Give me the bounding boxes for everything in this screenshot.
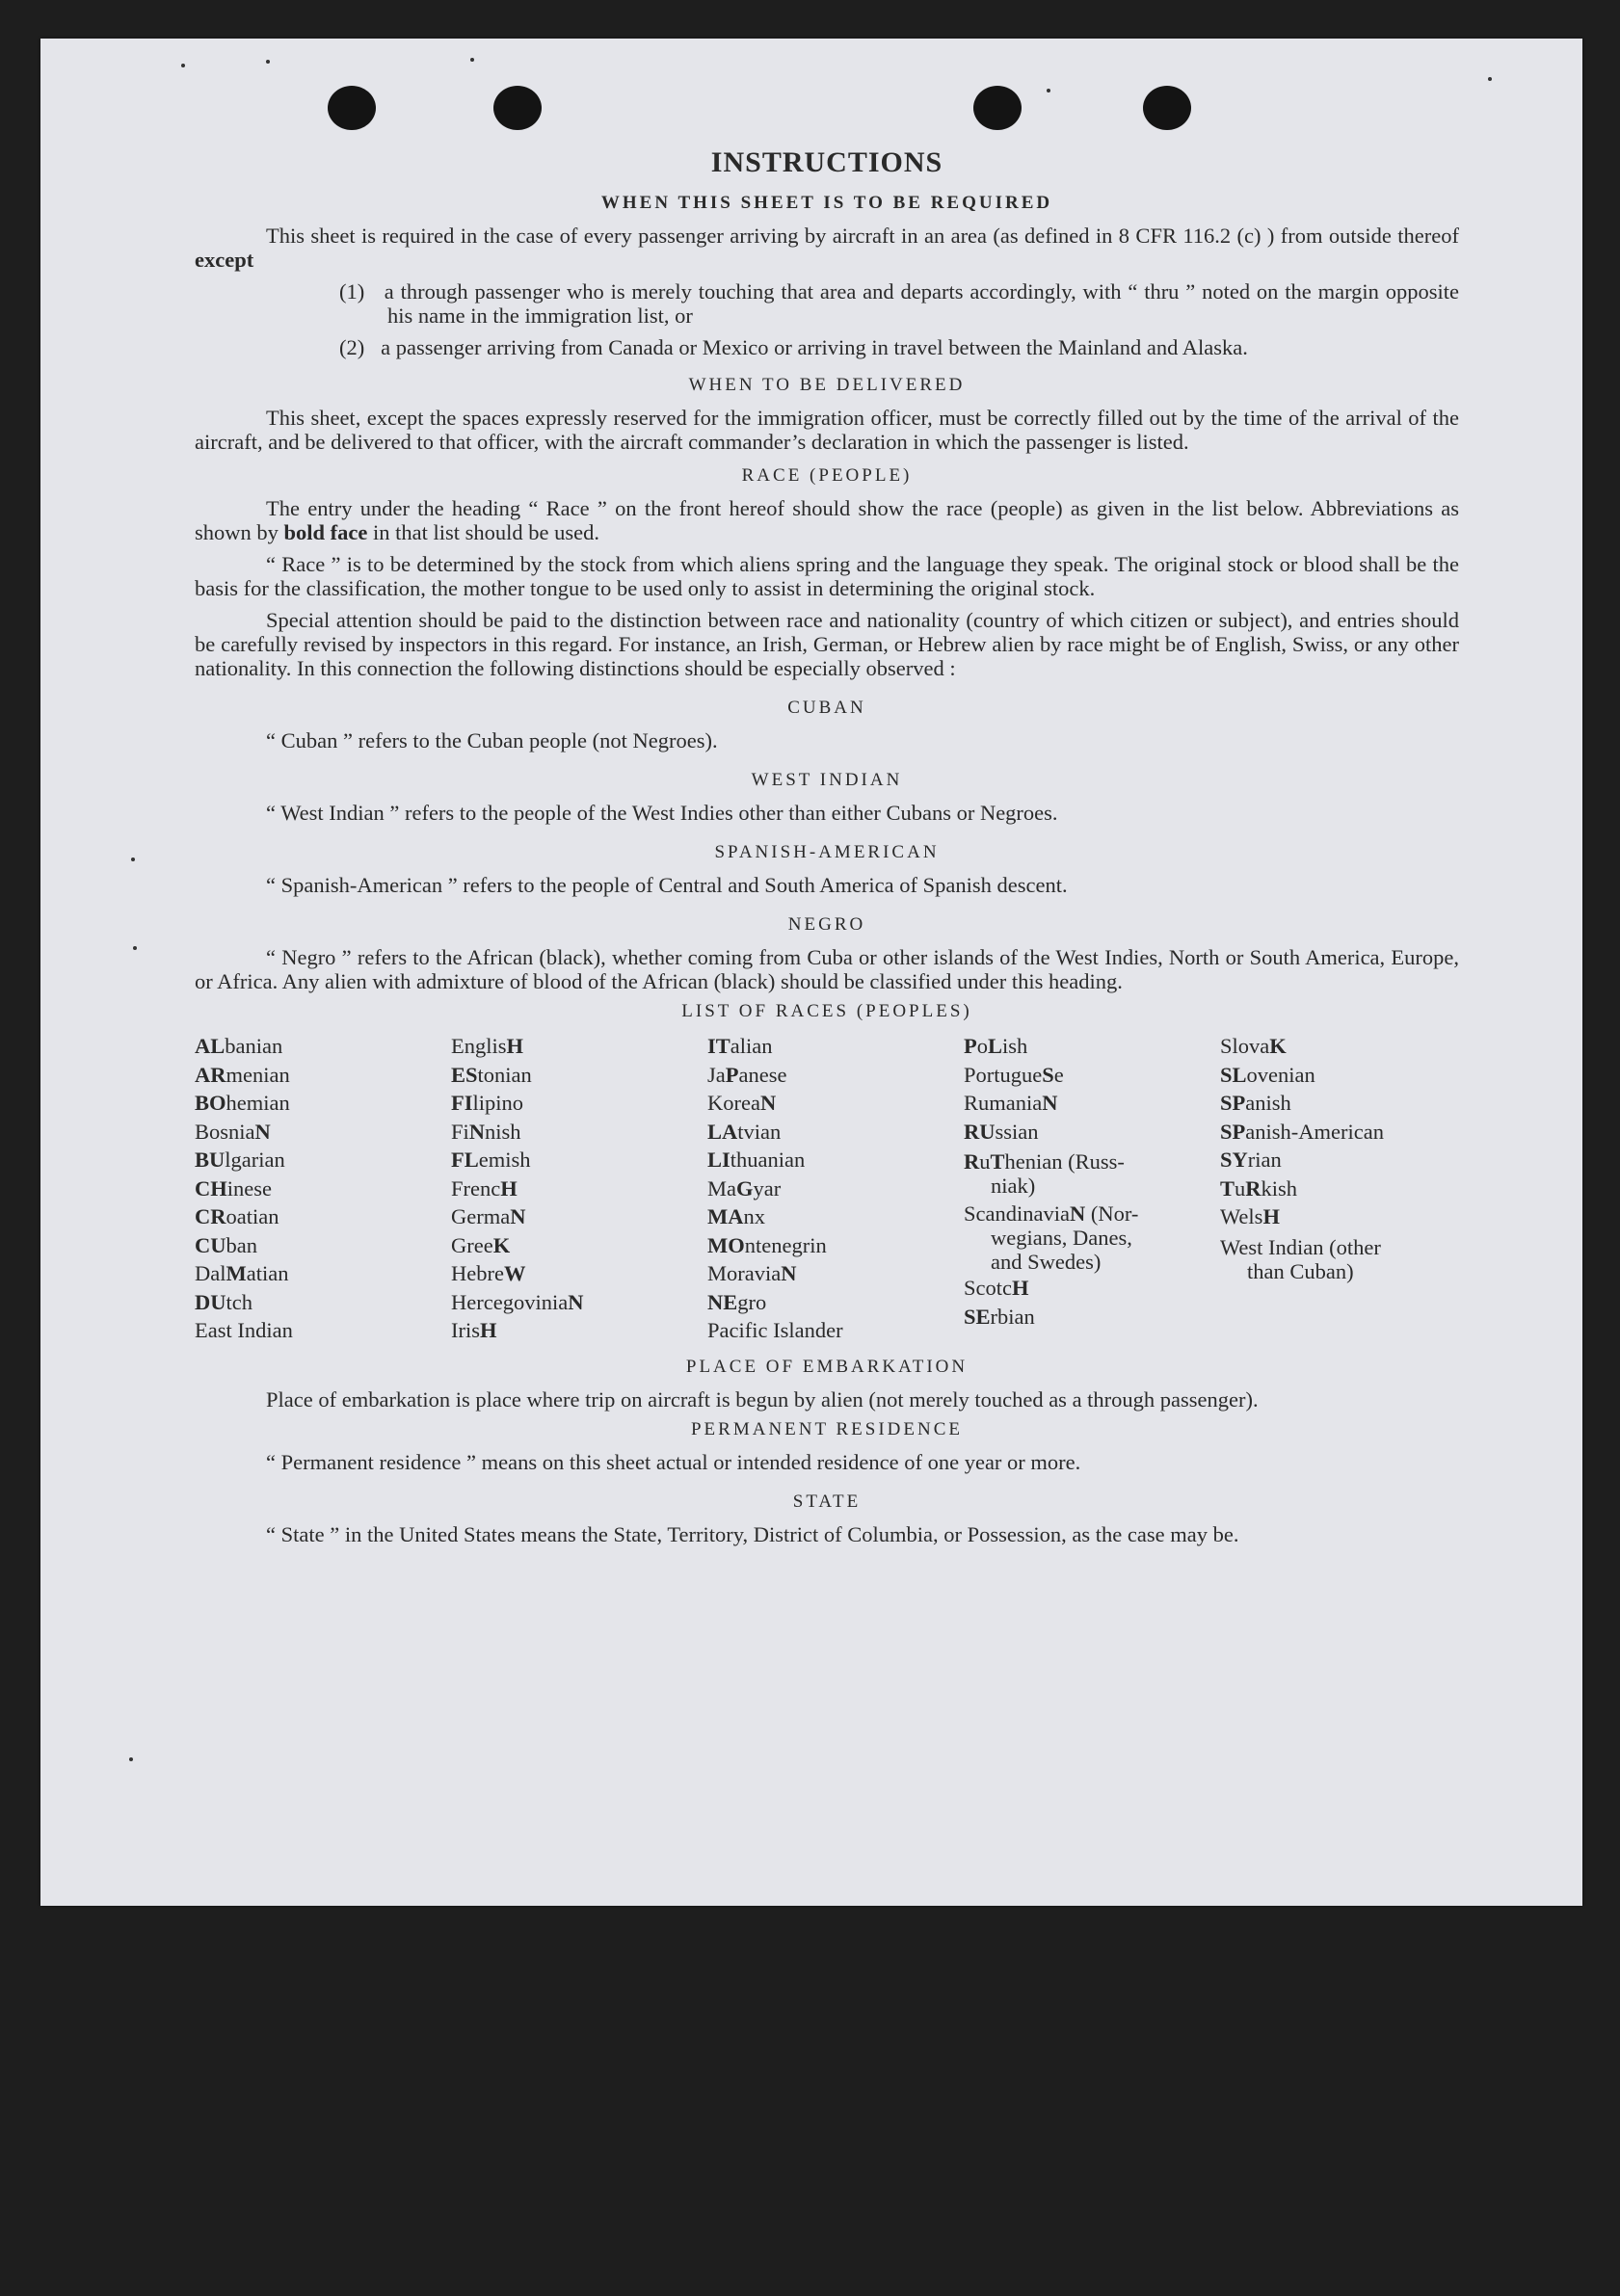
race-item: WelsH [1220, 1204, 1280, 1228]
race-item: BUlgarian [195, 1148, 285, 1172]
paragraph: Place of embarkation is place where trip on aircraft is begun by alien (not merely touched as a through passenger). [266, 1386, 1259, 1412]
race-item-continued: niak) [991, 1174, 1036, 1198]
race-item: CUban [195, 1232, 257, 1257]
race-item: ALbanian [195, 1034, 283, 1058]
race-item: NEgro [707, 1289, 767, 1314]
paragraph: The entry under the heading “ Race ” on the front hereof should show the race (people) as given in the list below. Abbreviations as shown by bold face in that list should be used. [195, 496, 1459, 544]
race-item: West Indian (other [1220, 1234, 1381, 1259]
race-item: SPanish-American [1220, 1119, 1384, 1144]
section-heading: WHEN TO BE DELIVERED [688, 375, 966, 395]
races-column [195, 1032, 451, 1345]
paragraph: “ Cuban ” refers to the Cuban people (not Negroes). [266, 728, 718, 752]
race-item: CHinese [195, 1175, 272, 1201]
race-item: HebreW [451, 1261, 526, 1285]
race-item: MAnx [707, 1204, 765, 1228]
race-item: MoraviaN [707, 1261, 797, 1285]
race-item: KoreaN [707, 1091, 777, 1115]
race-item: HercegoviniaN [451, 1289, 584, 1314]
race-item: SYrian [1220, 1148, 1282, 1172]
race-item: RuThenian (Russ- [964, 1149, 1125, 1174]
race-item: EStonian [451, 1062, 532, 1087]
race-item: ScandinaviaN (Nor- [964, 1201, 1139, 1226]
paragraph: This sheet, except the spaces expressly reserved for the immigration officer, must be correctly filled out by the time of the arrival of the aircraft, and be delivered to that officer, with the aircraft commander’s declaration in which the passenger is listed. [195, 406, 1459, 454]
race-item: MaGyar [707, 1175, 782, 1201]
punch-hole [328, 86, 376, 130]
race-item: FrencH [451, 1175, 518, 1201]
paragraph: “ West Indian ” refers to the people of the West Indies other than either Cubans or Negroes. [266, 801, 1058, 825]
punch-hole [973, 86, 1022, 130]
race-item-continued: than Cuban) [1247, 1258, 1354, 1283]
paragraph: Special attention should be paid to the distinction between race and nationality (country of which citizen or subject), and entries should be carefully revised by inspectors in this regard. For instance, an Irish, German, or Hebrew alien by race might be of English, Swiss, or any other nationality. In this connection the following distinctions should be especially observed : [195, 608, 1459, 680]
speck [266, 60, 270, 64]
races-column [964, 1032, 1220, 1345]
races-list [195, 1032, 1476, 1345]
race-item: DalMatian [195, 1261, 289, 1285]
speck [181, 64, 185, 67]
race-item: RUssian [964, 1119, 1039, 1144]
section-heading: STATE [792, 1491, 862, 1512]
race-item: IrisH [451, 1318, 497, 1342]
race-item: ITalian [707, 1034, 773, 1058]
race-item: SlovaK [1220, 1034, 1287, 1058]
race-item: ScotcH [964, 1276, 1029, 1300]
races-column [1220, 1032, 1476, 1345]
race-item: LIthuanian [707, 1148, 806, 1172]
section-heading: WEST INDIAN [751, 770, 903, 790]
section-heading: SPANISH-AMERICAN [714, 842, 940, 862]
race-item: JaPanese [707, 1062, 787, 1087]
races-column [707, 1032, 964, 1345]
race-item: EnglisH [451, 1034, 524, 1058]
race-item: SErbian [964, 1304, 1035, 1329]
race-item: DUtch [195, 1289, 252, 1314]
race-item: CRoatian [195, 1204, 279, 1228]
paragraph: “ Race ” is to be determined by the stock from which aliens spring and the language they speak. The original stock or blood shall be the basis for the classification, the mother tongue to be used only to assist in determining the original stock. [195, 552, 1459, 600]
section-heading: WHEN THIS SHEET IS TO BE REQUIRED [600, 193, 1053, 213]
paragraph: “ Negro ” refers to the African (black), whether coming from Cuba or other islands of the West Indies, North or South America, Europe, or Africa. Any alien with admixture of blood of the African (black) should be classified under this heading. [195, 945, 1459, 993]
race-item: MOntenegrin [707, 1232, 827, 1257]
punch-hole [493, 86, 542, 130]
race-item: FIlipino [451, 1091, 524, 1115]
race-item: SPanish [1220, 1091, 1291, 1115]
race-item: East Indian [195, 1318, 293, 1342]
punch-hole [1143, 86, 1191, 130]
race-item: Pacific Islander [707, 1318, 843, 1342]
speck [1488, 77, 1492, 81]
list-item: (1) a through passenger who is merely touching that area and departs accordingly, with “ thru ” noted on the margin opposite his name in the immigration list, or [339, 279, 1460, 328]
race-item: ARmenian [195, 1062, 290, 1087]
speck [470, 58, 474, 62]
section-heading: PERMANENT RESIDENCE [690, 1418, 964, 1439]
speck [1047, 89, 1050, 92]
speck [129, 1757, 133, 1761]
race-item: LAtvian [707, 1119, 782, 1144]
section-heading: NEGRO [787, 914, 866, 935]
race-item-continued: and Swedes) [991, 1250, 1102, 1274]
race-item: PoLish [964, 1034, 1028, 1058]
instructions-body [195, 146, 1459, 1546]
section-heading: LIST OF RACES (PEOPLES) [681, 1001, 972, 1021]
document-page [40, 39, 1582, 1906]
section-heading: PLACE OF EMBARKATION [685, 1356, 969, 1377]
paragraph: “ State ” in the United States means the State, Territory, District of Columbia, or Possession, as the case may be. [266, 1521, 1239, 1546]
race-item: GermaN [451, 1204, 526, 1228]
race-item: PortugueSe [964, 1062, 1064, 1087]
section-heading: CUBAN [787, 698, 866, 718]
list-item: (2) a passenger arriving from Canada or Mexico or arriving in travel between the Mainland and Alaska. [339, 335, 1248, 359]
paragraph: “ Spanish-American ” refers to the people of Central and South America of Spanish descent. [266, 873, 1068, 897]
paragraph: “ Permanent residence ” means on this sheet actual or intended residence of one year or more. [266, 1449, 1081, 1474]
speck [133, 946, 137, 950]
race-item: FLemish [451, 1148, 531, 1172]
page-title: INSTRUCTIONS [710, 146, 943, 178]
race-item: TuRkish [1220, 1175, 1298, 1201]
paragraph: This sheet is required in the case of every passenger arriving by aircraft in an area (as defined in 8 CFR 116.2 (c) ) from outside thereof except [195, 224, 1459, 272]
race-item: BOhemian [195, 1091, 290, 1115]
race-item-continued: wegians, Danes, [991, 1226, 1132, 1250]
race-item: FiNnish [451, 1119, 521, 1144]
speck [131, 858, 135, 861]
race-item: GreeK [451, 1232, 511, 1257]
race-item: RumaniaN [964, 1091, 1058, 1115]
race-item: BosniaN [195, 1119, 271, 1144]
section-heading: RACE (PEOPLE) [741, 465, 913, 486]
races-column [451, 1032, 707, 1345]
race-item: SLovenian [1220, 1062, 1315, 1087]
